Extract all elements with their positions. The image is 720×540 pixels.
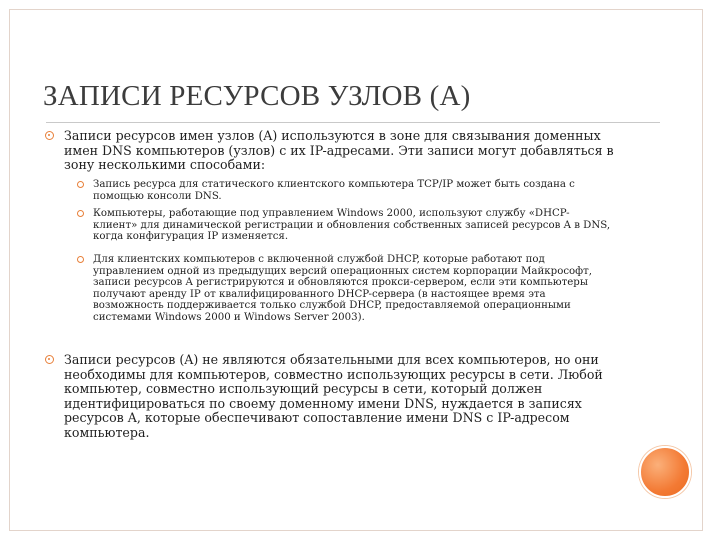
subbullet-text: Запись ресурса для статического клиентского компьютера TCP/IP может быть создана с помощью консоли DNS.	[93, 179, 575, 202]
subbullet-circle-icon	[77, 256, 84, 263]
slide-title: ЗАПИСИ РЕСУРСОВ УЗЛОВ (A)	[43, 80, 471, 112]
subbullet-text: Компьютеры, работающие под управлением Windows 2000, используют службу «DHCP-клиент» для динамической регистрации и обновления собственных записей ресурсов A в DNS, когда конфигурация IP изменяется.	[93, 208, 611, 243]
bullet-circle-icon	[45, 131, 54, 140]
bullet-circle-icon	[45, 355, 54, 364]
subbullet-circle-icon	[77, 181, 84, 188]
bullet-item-1	[64, 129, 632, 173]
subbullet-item-2	[93, 208, 613, 243]
bullet-text: Записи ресурсов (A) не являются обязательными для всех компьютеров, но они необходимы для компьютеров, совместно использующих ресурсы в сети. Любой компьютер, совместно использующий ресурсы в сети, который должен идентифицироваться по своему доменному имени DNS, нуждается в записях ресурсов A, которые обеспечивают сопоставление имени DNS с IP-адресом компьютера.	[64, 352, 603, 440]
title-divider	[46, 122, 660, 123]
bullet-item-2	[64, 353, 612, 441]
subbullet-item-1	[93, 179, 613, 202]
subbullet-circle-icon	[77, 210, 84, 217]
subbullet-item-3	[93, 254, 613, 324]
subbullet-text: Для клиентских компьютеров с включенной службой DHCP, которые работают под управлением одной из предыдущих версий операционных систем корпорации Майкрософт, записи ресурсов A регистрируются и обновляются прокси-сервером, если эти компьютеры получают аренду IP от квалифицированного DHCP-сервера (в настоящее время эта возможность поддерживается только службой DHCP, предоставляемой операционными системами Windows 2000 и Windows Server 2003).	[93, 254, 593, 323]
bullet-text: Записи ресурсов имен узлов (A) используются в зоне для связывания доменных имен DNS компьютеров (узлов) с их IP-адресами. Эти записи могут добавляться в зону несколькими способами:	[64, 128, 614, 173]
orange-circle-decoration	[639, 446, 691, 498]
